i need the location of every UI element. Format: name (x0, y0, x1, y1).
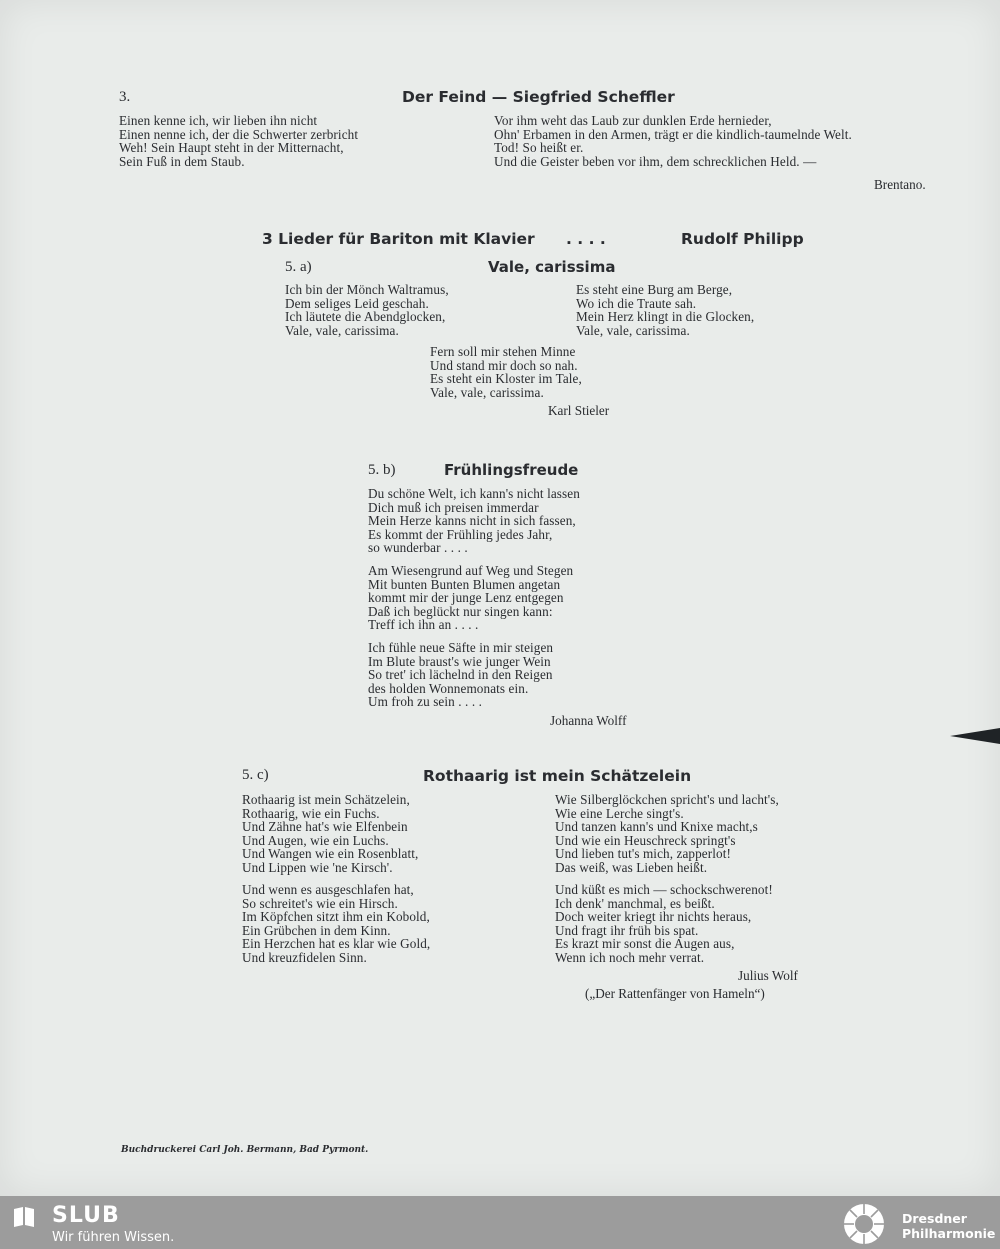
song-5b-number: 5. b) (368, 462, 396, 478)
song-5b-title: Frühlingsfreude (444, 461, 579, 479)
song-5a-left-verse: Ich bin der Mönch Waltramus, Dem seliges Leid geschah. Ich läutete die Abendglocken, Vale, vale, carissima. (285, 282, 449, 338)
song-5a-right-verse: Es steht eine Burg am Berge, Wo ich die Traute sah. Mein Herz klingt in die Glocken, Vale, vale, carissima. (576, 282, 755, 338)
group-title-dots: . . . . (566, 230, 606, 248)
song-5c-author: Julius Wolf (738, 968, 798, 983)
song-5a-number: 5. a) (285, 259, 312, 275)
group-title: 3 Lieder für Bariton mit Klavier (262, 230, 535, 248)
song-3-number: 3. (119, 89, 131, 105)
song-5b-stanza-3: Ich fühle neue Säfte in mir steigen Im Blute braust's wie junger Wein So tret' ich lächelnd in den Reigen des holden Wonnemonats ein. Um froh zu sein . . . . (368, 640, 554, 710)
song-5c-source: („Der Rattenfänger von Hameln“) (585, 986, 765, 1001)
song-5c-right-stanza-1: Wie Silberglöckchen spricht's und lacht's, Wie eine Lerche singt's. Und tanzen kann's und Knixe macht,s Und wie ein Heuschreck springt's Und lieben tut's mich, zapperlot! Das weiß, was Lieben heißt. (555, 792, 779, 875)
slub-book-icon (12, 1205, 36, 1227)
song-5c-right-stanza-2: Und küßt es mich — schockschwerenot! Ich denk' manchmal, es beißt. Doch weiter kriegt ihr nichts heraus, Und fragt ihr früh bis spat. Es krazt mir sonst die Augen aus, Wenn ich noch mehr verrat. (555, 882, 773, 965)
slub-tagline: Wir führen Wissen. (52, 1230, 175, 1245)
song-5b-author: Johanna Wolff (550, 713, 627, 728)
philharmonie-logo-text[interactable]: Dresdner Philharmonie (902, 1211, 996, 1241)
song-5b-stanza-2: Am Wiesengrund auf Weg und Stegen Mit bunten Bunten Blumen angetan kommt mir der junge Lenz entgegen Daß ich beglückt nur singen kann: Treff ich ihn an . . . . (368, 563, 574, 633)
song-3-right-verse: Vor ihm weht das Laub zur dunklen Erde hernieder, Ohn' Erbamen in den Armen, trägt er die kindlich-taumelnde Welt. Tod! So heißt er. Und die Geister beben vor ihm, dem schrecklichen Held. — (494, 113, 852, 169)
song-5c-left-stanza-2: Und wenn es ausgeschlafen hat, So schreitet's wie ein Hirsch. Im Köpfchen sitzt ihm ein Kobold, Ein Grübchen in dem Kinn. Ein Herzchen hat es klar wie Gold, Und kreuzfidelen Sinn. (242, 882, 431, 965)
group-composer: Rudolf Philipp (681, 230, 804, 248)
song-5b-stanza-1: Du schöne Welt, ich kann's nicht lassen Dich muß ich preisen immerdar Mein Herze kanns nicht in sich fassen, Es kommt der Frühling jedes Jahr, so wunderbar . . . . (368, 486, 580, 556)
song-3-left-verse: Einen kenne ich, wir lieben ihn nicht Einen nenne ich, der die Schwerter zerbricht Weh! Sein Haupt steht in der Mitternacht, Sein Fuß in dem Staub. (119, 113, 359, 169)
fold-mark (950, 728, 1000, 744)
printer-imprint: Buchdruckerei Carl Joh. Bermann, Bad Pyrmont. (121, 1145, 369, 1155)
song-5c-number: 5. c) (242, 767, 269, 783)
song-5c-title: Rothaarig ist mein Schätzelein (423, 767, 692, 785)
song-5a-center-verse: Fern soll mir stehen Minne Und stand mir doch so nah. Es steht ein Kloster im Tale, Vale, vale, carissima. (430, 344, 582, 400)
song-5a-title: Vale, carissima (488, 258, 616, 276)
philharmonie-sun-icon (842, 1202, 886, 1246)
song-5a-author: Karl Stieler (548, 403, 610, 418)
song-5c-left-stanza-1: Rothaarig ist mein Schätzelein, Rothaarig, wie ein Fuchs. Und Zähne hat's wie Elfenbein Und Augen, wie ein Luchs. Und Wangen wie ein Rosenblatt, Und Lippen wie 'ne Kirsch'. (242, 792, 419, 875)
song-3-title: Der Feind — Siegfried Scheffler (402, 88, 675, 106)
song-3-author: Brentano. (874, 177, 926, 192)
slub-logo-text[interactable]: SLUB (52, 1203, 120, 1228)
